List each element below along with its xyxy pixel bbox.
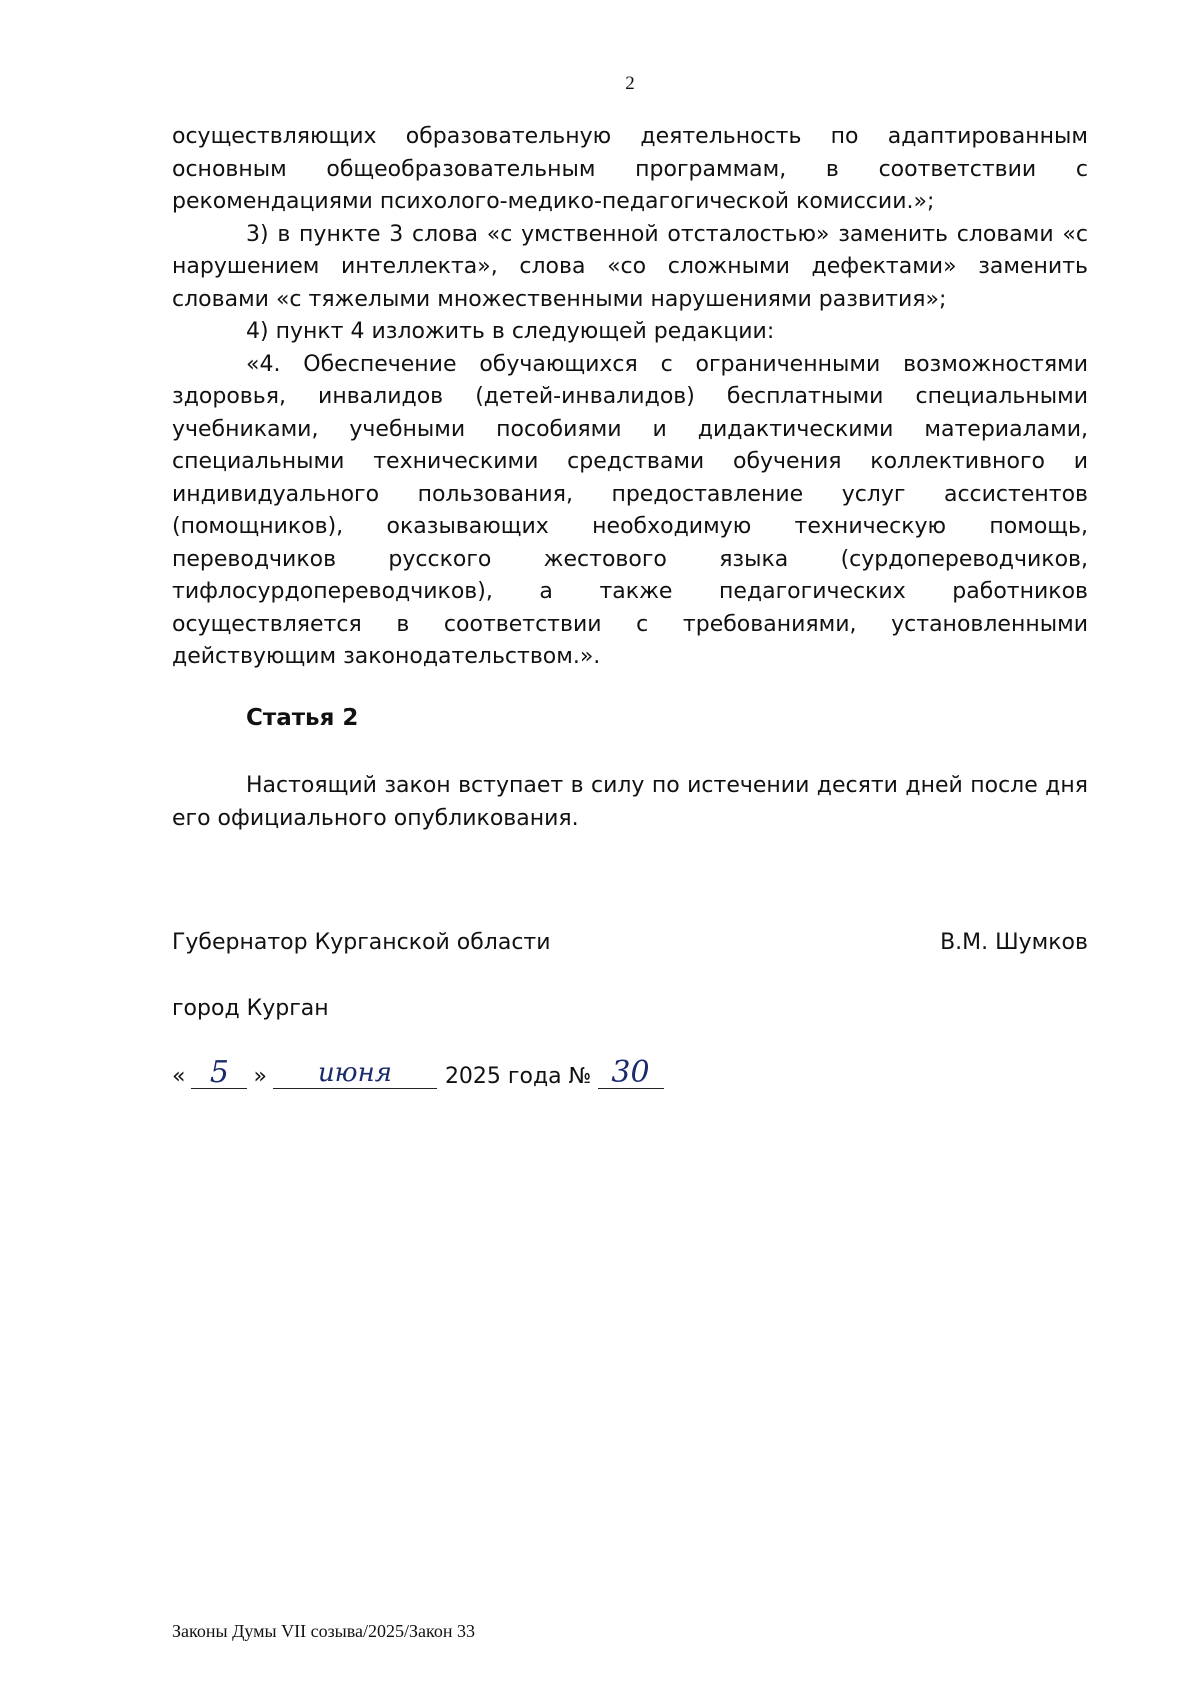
signer-position: Губернатор Курганской области xyxy=(172,930,551,955)
signer-name: В.М. Шумков xyxy=(940,930,1088,955)
document-footer: Законы Думы VII созыва/2025/Закон 33 xyxy=(172,1621,475,1641)
handwritten-number: 30 xyxy=(598,1062,664,1089)
close-quote: » xyxy=(253,1064,267,1089)
handwritten-day: 5 xyxy=(191,1062,247,1089)
signature-row xyxy=(172,930,1088,955)
article-2-text: Настоящий закон вступает в силу по истечении десяти дней после дня его официального опубликования. xyxy=(172,773,1088,831)
year-text: 2025 года № xyxy=(444,1064,592,1089)
page-number: 2 xyxy=(625,73,635,94)
amendment-text xyxy=(172,121,1088,674)
open-quote: « xyxy=(172,1064,186,1089)
article-2-body xyxy=(172,770,1088,835)
paragraph-item-4: 4) пункт 4 изложить в следующей редакции: xyxy=(246,319,775,344)
paragraph-item-3: 3) в пункте 3 слова «с умственной отсталостью» заменить словами «с нарушением интеллекта», слова «со сложными дефектами» заменить словами «с тяжелыми множественными нарушениями развития»; xyxy=(172,221,1088,312)
paragraph-new-wording: «4. Обеспечение обучающихся с ограниченными возможностями здоровья, инвалидов (детей-инвалидов) бесплатными специальными учебниками, учебными пособиями и дидактическими материалами, специальными техническими средствами обучения коллективного и индивидуального пользования, предоставление услуг ассистентов (помощников), оказывающих необходимую техническую помощь, переводчиков русского жестового языка (сурдопереводчиков, тифлосурдопереводчиков), а также педагогических работников осуществляется в соответствии с требованиями, установленными действующим законодательством.». xyxy=(172,351,1088,669)
paragraph-continuation: осуществляющих образовательную деятельность по адаптированным основным общеобразовательным программам, в соответствии с рекомендациями психолого-медико-педагогической комиссии.»; xyxy=(172,124,1088,214)
article-heading: Статья 2 xyxy=(246,705,359,731)
handwritten-month: июня xyxy=(273,1062,437,1089)
city-line: город Курган xyxy=(172,996,329,1021)
date-line xyxy=(172,1055,664,1090)
